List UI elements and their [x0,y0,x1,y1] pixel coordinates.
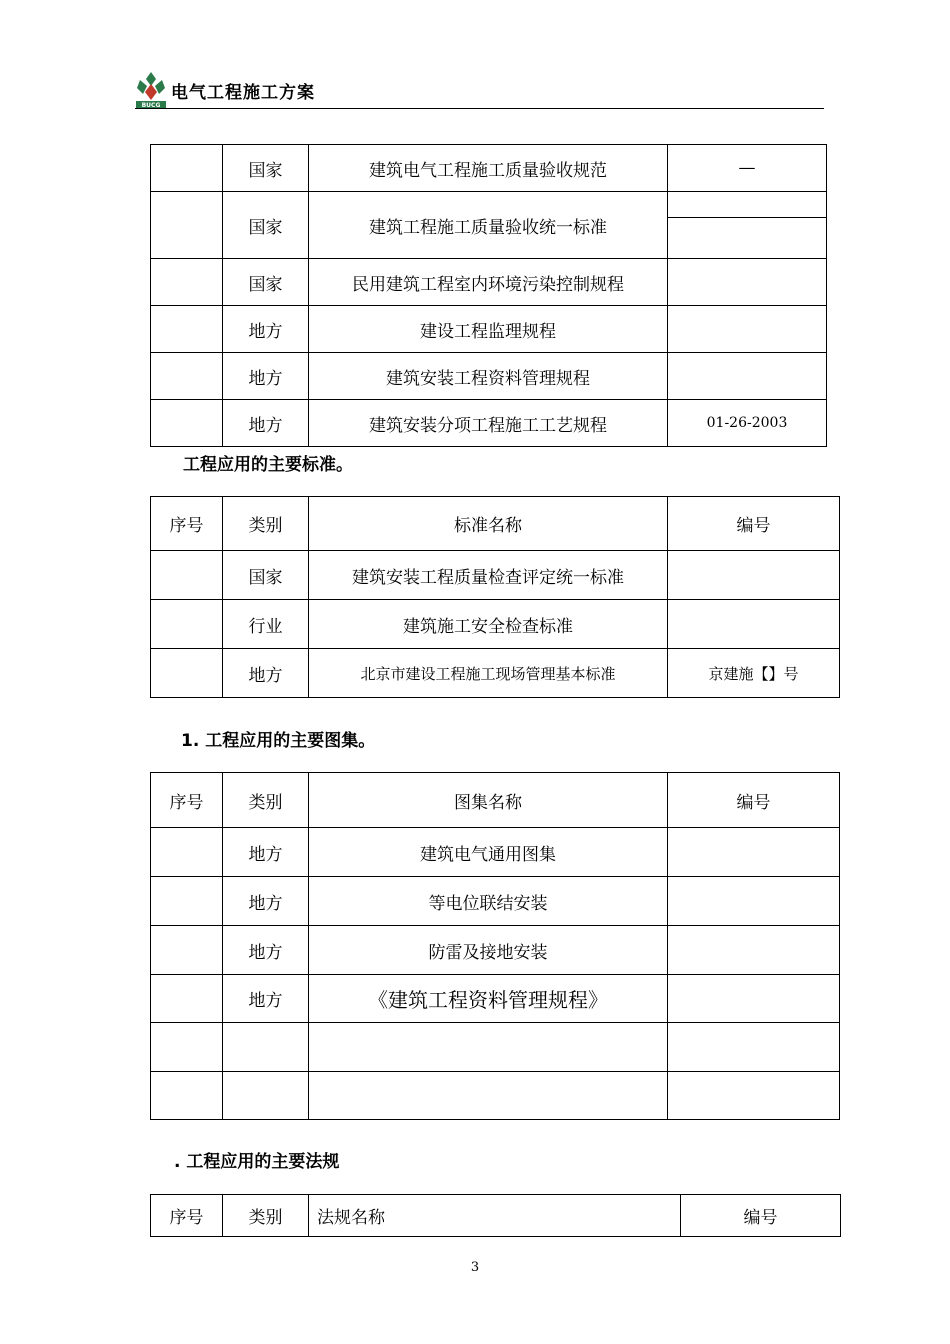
code-cell-lower [668,218,827,259]
name-cell [309,1072,668,1120]
code-cell: 京建施【】号 [668,649,840,698]
table-row [151,975,840,1023]
category-cell: 地方 [223,353,309,400]
category-cell: 国家 [223,145,309,192]
category-cell: 行业 [223,600,309,649]
category-cell: 国家 [223,192,309,259]
name-cell: 等电位联结安装 [309,877,668,926]
table-row [151,400,827,447]
category-cell: 地方 [223,828,309,877]
header-name: 标准名称 [309,497,668,551]
name-cell: 建筑电气工程施工质量验收规范 [309,145,668,192]
table-row [151,877,840,926]
seq-cell [151,400,223,447]
code-cell [668,975,840,1023]
category-cell: 国家 [223,259,309,306]
header-seq: 序号 [151,1195,223,1237]
atlas-table [150,772,840,1120]
code-cell [668,828,840,877]
category-cell: 地方 [223,975,309,1023]
seq-cell [151,551,223,600]
table-row [151,145,827,192]
seq-cell [151,877,223,926]
table-row [151,926,840,975]
table-row [151,1072,840,1120]
code-cell [668,306,827,353]
table-row [151,192,827,218]
name-cell: 建筑安装工程质量检查评定统一标准 [309,551,668,600]
name-cell [309,1023,668,1072]
category-cell: 地方 [223,400,309,447]
code-cell: — [668,145,827,192]
category-cell: 地方 [223,306,309,353]
seq-cell [151,259,223,306]
seq-cell [151,649,223,698]
table-row [151,600,840,649]
header-name: 法规名称 [309,1195,681,1237]
section-heading-standards: 工程应用的主要标准。 [183,455,353,475]
table-row [151,306,827,353]
seq-cell [151,353,223,400]
name-cell: 建筑工程施工质量验收统一标准 [309,192,668,259]
name-cell: 建筑安装工程资料管理规程 [309,353,668,400]
codes-table-continued [150,144,827,447]
code-cell: 01-26-2003 [668,400,827,447]
seq-cell [151,926,223,975]
seq-cell [151,975,223,1023]
header-category: 类别 [223,1195,309,1237]
seq-cell [151,306,223,353]
category-cell: 国家 [223,551,309,600]
code-cell [668,926,840,975]
svg-text:BUCG: BUCG [141,102,161,109]
name-cell: 《建筑工程资料管理规程》 [309,975,668,1023]
name-cell: 建筑施工安全检查标准 [309,600,668,649]
name-cell: 建筑电气通用图集 [309,828,668,877]
page-header [135,68,824,110]
header-divider [135,108,824,109]
seq-cell [151,600,223,649]
table-row [151,259,827,306]
code-cell [668,1072,840,1120]
name-cell: 防雷及接地安装 [309,926,668,975]
table-row [151,649,840,698]
code-cell [668,877,840,926]
section-heading-regulations: . 工程应用的主要法规 [174,1152,340,1172]
code-cell [668,192,827,218]
header-code: 编号 [668,497,840,551]
code-cell [668,551,840,600]
document-title: 电气工程施工方案 [171,83,315,103]
category-cell: 地方 [223,649,309,698]
header-code: 编号 [681,1195,841,1237]
header-seq: 序号 [151,497,223,551]
table-row [151,551,840,600]
category-cell [223,1023,309,1072]
code-cell [668,259,827,306]
table-row [151,1023,840,1072]
header-name: 图集名称 [309,773,668,828]
page-number: 3 [470,1260,480,1275]
table-row [151,353,827,400]
seq-cell [151,828,223,877]
code-cell [668,600,840,649]
category-cell [223,1072,309,1120]
table-row [151,828,840,877]
name-cell: 建设工程监理规程 [309,306,668,353]
section-heading-atlas: 1. 工程应用的主要图集。 [181,731,376,751]
seq-cell [151,1072,223,1120]
header-seq: 序号 [151,773,223,828]
seq-cell [151,192,223,259]
regulations-table [150,1194,841,1237]
table-header-row [151,497,840,551]
code-cell [668,353,827,400]
table-header-row [151,773,840,828]
header-category: 类别 [223,497,309,551]
standards-table [150,496,840,698]
code-cell [668,1023,840,1072]
header-code: 编号 [668,773,840,828]
name-cell: 民用建筑工程室内环境污染控制规程 [309,259,668,306]
category-cell: 地方 [223,926,309,975]
name-cell: 建筑安装分项工程施工工艺规程 [309,400,668,447]
company-logo-icon [135,70,167,110]
name-cell: 北京市建设工程施工现场管理基本标准 [309,649,668,698]
header-category: 类别 [223,773,309,828]
seq-cell [151,145,223,192]
category-cell: 地方 [223,877,309,926]
table-header-row [151,1195,841,1237]
seq-cell [151,1023,223,1072]
